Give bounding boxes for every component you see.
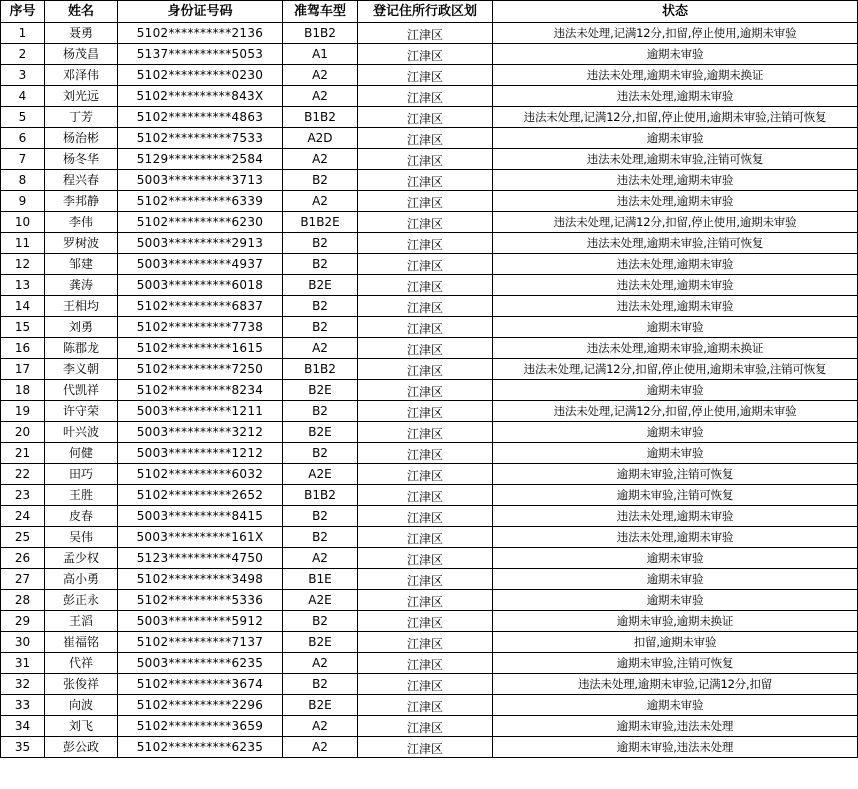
cell-index: 22 <box>1 464 45 485</box>
cell-index: 2 <box>1 44 45 65</box>
cell-vehicle-class: A2 <box>283 65 358 86</box>
header-id-number: 身份证号码 <box>118 1 283 23</box>
cell-index: 16 <box>1 338 45 359</box>
cell-index: 28 <box>1 590 45 611</box>
cell-status: 逾期未审验 <box>493 317 858 338</box>
cell-district: 江津区 <box>358 191 493 212</box>
table-row <box>1 716 858 737</box>
cell-id-number: 5102**********3674 <box>118 674 283 695</box>
cell-vehicle-class: B1E <box>283 569 358 590</box>
cell-district: 江津区 <box>358 338 493 359</box>
cell-index: 30 <box>1 632 45 653</box>
cell-vehicle-class: B2 <box>283 254 358 275</box>
table-row <box>1 359 858 380</box>
cell-name: 王滔 <box>45 611 118 632</box>
cell-status: 逾期未审验 <box>493 44 858 65</box>
cell-vehicle-class: A2 <box>283 653 358 674</box>
cell-name: 罗树波 <box>45 233 118 254</box>
cell-district: 江津区 <box>358 296 493 317</box>
cell-id-number: 5102**********7250 <box>118 359 283 380</box>
cell-district: 江津区 <box>358 653 493 674</box>
table-row <box>1 380 858 401</box>
cell-district: 江津区 <box>358 443 493 464</box>
cell-id-number: 5123**********4750 <box>118 548 283 569</box>
cell-id-number: 5102**********4863 <box>118 107 283 128</box>
cell-name: 叶兴波 <box>45 422 118 443</box>
cell-name: 王胜 <box>45 485 118 506</box>
cell-status: 逾期未审验 <box>493 380 858 401</box>
table-header <box>1 1 858 23</box>
cell-vehicle-class: A2 <box>283 86 358 107</box>
cell-status: 逾期未审验 <box>493 569 858 590</box>
cell-district: 江津区 <box>358 128 493 149</box>
table-row <box>1 506 858 527</box>
cell-vehicle-class: B2 <box>283 611 358 632</box>
cell-vehicle-class: A2D <box>283 128 358 149</box>
table-row <box>1 464 858 485</box>
cell-id-number: 5102**********6339 <box>118 191 283 212</box>
cell-id-number: 5102**********7533 <box>118 128 283 149</box>
table-row <box>1 443 858 464</box>
cell-name: 邹建 <box>45 254 118 275</box>
table-row <box>1 275 858 296</box>
cell-index: 24 <box>1 506 45 527</box>
table-row <box>1 128 858 149</box>
cell-vehicle-class: B2 <box>283 443 358 464</box>
cell-district: 江津区 <box>358 86 493 107</box>
cell-vehicle-class: B2E <box>283 422 358 443</box>
cell-index: 35 <box>1 737 45 758</box>
cell-index: 12 <box>1 254 45 275</box>
cell-status: 违法未处理,逾期未审验 <box>493 86 858 107</box>
cell-vehicle-class: B2 <box>283 233 358 254</box>
cell-status: 违法未处理,记满12分,扣留,停止使用,逾期未审验,注销可恢复 <box>493 107 858 128</box>
table-row <box>1 611 858 632</box>
cell-id-number: 5129**********2584 <box>118 149 283 170</box>
cell-district: 江津区 <box>358 149 493 170</box>
cell-name: 杨茂昌 <box>45 44 118 65</box>
cell-district: 江津区 <box>358 233 493 254</box>
cell-id-number: 5102**********3498 <box>118 569 283 590</box>
table-row <box>1 338 858 359</box>
cell-status: 逾期未审验,注销可恢复 <box>493 464 858 485</box>
cell-name: 张俊祥 <box>45 674 118 695</box>
cell-status: 逾期未审验 <box>493 128 858 149</box>
cell-district: 江津区 <box>358 590 493 611</box>
cell-status: 逾期未审验,注销可恢复 <box>493 653 858 674</box>
cell-name: 孟少权 <box>45 548 118 569</box>
cell-index: 8 <box>1 170 45 191</box>
table-body <box>1 23 858 758</box>
cell-index: 33 <box>1 695 45 716</box>
cell-district: 江津区 <box>358 254 493 275</box>
cell-vehicle-class: A2 <box>283 716 358 737</box>
cell-name: 许守荣 <box>45 401 118 422</box>
table-row <box>1 527 858 548</box>
cell-index: 29 <box>1 611 45 632</box>
table-row <box>1 23 858 44</box>
cell-vehicle-class: B1B2 <box>283 485 358 506</box>
header-vehicle-class: 准驾车型 <box>283 1 358 23</box>
table-row <box>1 695 858 716</box>
cell-district: 江津区 <box>358 527 493 548</box>
cell-index: 25 <box>1 527 45 548</box>
cell-vehicle-class: B2 <box>283 317 358 338</box>
cell-status: 逾期未审验,逾期未换证 <box>493 611 858 632</box>
cell-name: 田巧 <box>45 464 118 485</box>
cell-index: 14 <box>1 296 45 317</box>
cell-district: 江津区 <box>358 359 493 380</box>
cell-district: 江津区 <box>358 632 493 653</box>
cell-name: 龚涛 <box>45 275 118 296</box>
cell-district: 江津区 <box>358 422 493 443</box>
cell-id-number: 5102**********6235 <box>118 737 283 758</box>
cell-district: 江津区 <box>358 506 493 527</box>
cell-index: 10 <box>1 212 45 233</box>
table-row <box>1 569 858 590</box>
cell-name: 程兴春 <box>45 170 118 191</box>
cell-district: 江津区 <box>358 401 493 422</box>
cell-district: 江津区 <box>358 317 493 338</box>
cell-index: 26 <box>1 548 45 569</box>
table-row <box>1 674 858 695</box>
cell-id-number: 5102**********1615 <box>118 338 283 359</box>
cell-district: 江津区 <box>358 695 493 716</box>
cell-id-number: 5003**********3713 <box>118 170 283 191</box>
cell-district: 江津区 <box>358 65 493 86</box>
cell-id-number: 5003**********1212 <box>118 443 283 464</box>
cell-name: 代祥 <box>45 653 118 674</box>
cell-name: 代凯祥 <box>45 380 118 401</box>
cell-vehicle-class: A2E <box>283 464 358 485</box>
cell-vehicle-class: B1B2E <box>283 212 358 233</box>
cell-id-number: 5003**********1211 <box>118 401 283 422</box>
cell-index: 27 <box>1 569 45 590</box>
cell-name: 刘勇 <box>45 317 118 338</box>
table-row <box>1 149 858 170</box>
cell-id-number: 5003**********5912 <box>118 611 283 632</box>
cell-name: 李义朝 <box>45 359 118 380</box>
cell-name: 李邦静 <box>45 191 118 212</box>
cell-id-number: 5003**********6018 <box>118 275 283 296</box>
table-row <box>1 212 858 233</box>
cell-id-number: 5102**********5336 <box>118 590 283 611</box>
header-name: 姓名 <box>45 1 118 23</box>
cell-name: 崔福铭 <box>45 632 118 653</box>
cell-id-number: 5102**********6837 <box>118 296 283 317</box>
cell-id-number: 5003**********161X <box>118 527 283 548</box>
table-row <box>1 653 858 674</box>
table-row <box>1 422 858 443</box>
cell-id-number: 5003**********6235 <box>118 653 283 674</box>
cell-index: 9 <box>1 191 45 212</box>
cell-district: 江津区 <box>358 380 493 401</box>
table-row <box>1 44 858 65</box>
table-row <box>1 233 858 254</box>
cell-name: 李伟 <box>45 212 118 233</box>
cell-status: 逾期未审验,违法未处理 <box>493 716 858 737</box>
header-district: 登记住所行政区划 <box>358 1 493 23</box>
cell-id-number: 5102**********8234 <box>118 380 283 401</box>
cell-id-number: 5102**********2296 <box>118 695 283 716</box>
cell-district: 江津区 <box>358 548 493 569</box>
cell-id-number: 5102**********6032 <box>118 464 283 485</box>
table-row <box>1 191 858 212</box>
table-row <box>1 254 858 275</box>
cell-status: 违法未处理,逾期未审验 <box>493 191 858 212</box>
cell-index: 20 <box>1 422 45 443</box>
cell-index: 3 <box>1 65 45 86</box>
cell-index: 1 <box>1 23 45 44</box>
cell-name: 聂勇 <box>45 23 118 44</box>
cell-vehicle-class: B1B2 <box>283 359 358 380</box>
cell-vehicle-class: B2 <box>283 401 358 422</box>
cell-status: 违法未处理,逾期未审验,逾期未换证 <box>493 338 858 359</box>
cell-name: 刘光远 <box>45 86 118 107</box>
cell-status: 违法未处理,逾期未审验 <box>493 275 858 296</box>
cell-status: 违法未处理,逾期未审验,注销可恢复 <box>493 233 858 254</box>
cell-index: 21 <box>1 443 45 464</box>
cell-id-number: 5102**********2652 <box>118 485 283 506</box>
cell-vehicle-class: A2 <box>283 338 358 359</box>
cell-status: 逾期未审验 <box>493 695 858 716</box>
cell-id-number: 5003**********3212 <box>118 422 283 443</box>
cell-district: 江津区 <box>358 485 493 506</box>
cell-vehicle-class: A2 <box>283 191 358 212</box>
header-index: 序号 <box>1 1 45 23</box>
cell-district: 江津区 <box>358 569 493 590</box>
table-row <box>1 485 858 506</box>
cell-name: 彭正永 <box>45 590 118 611</box>
cell-index: 13 <box>1 275 45 296</box>
cell-district: 江津区 <box>358 212 493 233</box>
cell-status: 扣留,逾期未审验 <box>493 632 858 653</box>
cell-index: 34 <box>1 716 45 737</box>
cell-id-number: 5003**********8415 <box>118 506 283 527</box>
cell-id-number: 5137**********5053 <box>118 44 283 65</box>
cell-index: 5 <box>1 107 45 128</box>
cell-name: 刘飞 <box>45 716 118 737</box>
cell-status: 违法未处理,记满12分,扣留,停止使用,逾期未审验 <box>493 401 858 422</box>
cell-index: 19 <box>1 401 45 422</box>
cell-vehicle-class: A2E <box>283 590 358 611</box>
cell-name: 向波 <box>45 695 118 716</box>
cell-index: 32 <box>1 674 45 695</box>
cell-name: 何健 <box>45 443 118 464</box>
cell-district: 江津区 <box>358 107 493 128</box>
cell-vehicle-class: B2 <box>283 527 358 548</box>
cell-status: 违法未处理,逾期未审验 <box>493 296 858 317</box>
cell-index: 31 <box>1 653 45 674</box>
cell-vehicle-class: B2E <box>283 380 358 401</box>
cell-status: 违法未处理,逾期未审验 <box>493 254 858 275</box>
cell-id-number: 5102**********7137 <box>118 632 283 653</box>
cell-index: 11 <box>1 233 45 254</box>
cell-id-number: 5102**********3659 <box>118 716 283 737</box>
cell-vehicle-class: B2 <box>283 674 358 695</box>
cell-id-number: 5102**********6230 <box>118 212 283 233</box>
table-row <box>1 317 858 338</box>
table-row <box>1 107 858 128</box>
cell-vehicle-class: A2 <box>283 737 358 758</box>
cell-vehicle-class: B2E <box>283 695 358 716</box>
cell-status: 逾期未审验,违法未处理 <box>493 737 858 758</box>
cell-vehicle-class: B1B2 <box>283 23 358 44</box>
cell-name: 王相均 <box>45 296 118 317</box>
header-row <box>1 1 858 23</box>
cell-district: 江津区 <box>358 464 493 485</box>
cell-index: 6 <box>1 128 45 149</box>
cell-name: 邓泽伟 <box>45 65 118 86</box>
cell-status: 逾期未审验 <box>493 422 858 443</box>
cell-vehicle-class: B2 <box>283 170 358 191</box>
cell-district: 江津区 <box>358 23 493 44</box>
cell-name: 丁芳 <box>45 107 118 128</box>
cell-index: 18 <box>1 380 45 401</box>
table-row <box>1 86 858 107</box>
cell-id-number: 5102**********7738 <box>118 317 283 338</box>
cell-id-number: 5003**********4937 <box>118 254 283 275</box>
cell-name: 陈郡龙 <box>45 338 118 359</box>
cell-status: 违法未处理,逾期未审验,逾期未换证 <box>493 65 858 86</box>
cell-vehicle-class: A1 <box>283 44 358 65</box>
cell-district: 江津区 <box>358 716 493 737</box>
table-row <box>1 296 858 317</box>
cell-district: 江津区 <box>358 44 493 65</box>
cell-status: 逾期未审验,注销可恢复 <box>493 485 858 506</box>
cell-vehicle-class: B2 <box>283 506 358 527</box>
cell-vehicle-class: B2E <box>283 275 358 296</box>
cell-vehicle-class: B1B2 <box>283 107 358 128</box>
cell-name: 皮春 <box>45 506 118 527</box>
cell-status: 违法未处理,记满12分,扣留,停止使用,逾期未审验 <box>493 23 858 44</box>
cell-status: 逾期未审验 <box>493 548 858 569</box>
cell-status: 违法未处理,逾期未审验 <box>493 527 858 548</box>
cell-status: 违法未处理,逾期未审验,记满12分,扣留 <box>493 674 858 695</box>
cell-status: 违法未处理,记满12分,扣留,停止使用,逾期未审验,注销可恢复 <box>493 359 858 380</box>
cell-id-number: 5102**********0230 <box>118 65 283 86</box>
cell-index: 7 <box>1 149 45 170</box>
cell-name: 杨治彬 <box>45 128 118 149</box>
cell-status: 逾期未审验 <box>493 590 858 611</box>
cell-id-number: 5003**********2913 <box>118 233 283 254</box>
cell-status: 违法未处理,逾期未审验,注销可恢复 <box>493 149 858 170</box>
cell-name: 彭公政 <box>45 737 118 758</box>
cell-vehicle-class: A2 <box>283 149 358 170</box>
cell-vehicle-class: A2 <box>283 548 358 569</box>
cell-name: 高小勇 <box>45 569 118 590</box>
header-status: 状态 <box>493 1 858 23</box>
cell-district: 江津区 <box>358 170 493 191</box>
cell-vehicle-class: B2 <box>283 296 358 317</box>
cell-name: 吴伟 <box>45 527 118 548</box>
cell-name: 杨冬华 <box>45 149 118 170</box>
cell-status: 违法未处理,逾期未审验 <box>493 170 858 191</box>
table-row <box>1 170 858 191</box>
cell-index: 17 <box>1 359 45 380</box>
cell-id-number: 5102**********2136 <box>118 23 283 44</box>
cell-district: 江津区 <box>358 737 493 758</box>
cell-id-number: 5102**********843X <box>118 86 283 107</box>
table-row <box>1 632 858 653</box>
table-row <box>1 590 858 611</box>
cell-index: 4 <box>1 86 45 107</box>
cell-district: 江津区 <box>358 611 493 632</box>
table-row <box>1 548 858 569</box>
cell-status: 违法未处理,记满12分,扣留,停止使用,逾期未审验 <box>493 212 858 233</box>
cell-district: 江津区 <box>358 275 493 296</box>
cell-index: 23 <box>1 485 45 506</box>
cell-index: 15 <box>1 317 45 338</box>
table-row <box>1 65 858 86</box>
cell-vehicle-class: B2E <box>283 632 358 653</box>
cell-status: 违法未处理,逾期未审验 <box>493 506 858 527</box>
table-row <box>1 737 858 758</box>
cell-district: 江津区 <box>358 674 493 695</box>
table-row <box>1 401 858 422</box>
cell-status: 逾期未审验 <box>493 443 858 464</box>
